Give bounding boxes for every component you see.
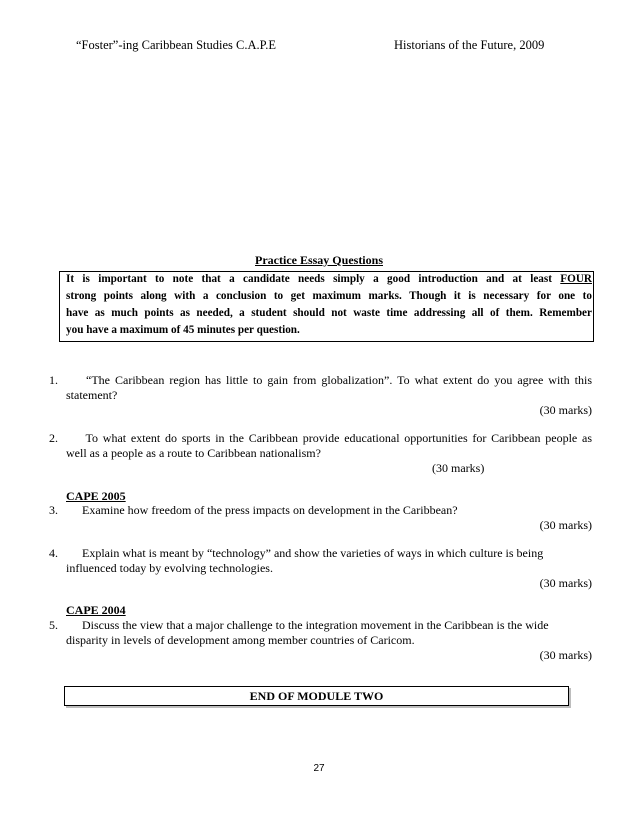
question-3-number: 3. [49,503,58,517]
question-1-line-2: statement? [66,388,118,402]
header-left: “Foster”-ing Caribbean Studies C.A.P.E [76,38,276,52]
question-1-line-1: “The Caribbean region has little to gain from globalization”. To what extent do you agree with this [76,373,592,387]
question-2-line-1: To what extent do sports in the Caribbean provide educational opportunities for Caribbean people as [76,431,592,445]
question-5-heading: CAPE 2004 [66,603,126,617]
question-2-marks: (30 marks) [432,461,485,475]
question-1-number: 1. [49,373,58,387]
question-3-line-1: Examine how freedom of the press impacts on development in the Caribbean? [76,503,458,517]
question-3-heading: CAPE 2005 [66,489,126,503]
question-5-number: 5. [49,618,58,632]
question-3-marks: (30 marks) [539,518,592,532]
question-5-line-2: disparity in levels of development among member countries of Caricom. [66,633,415,647]
question-4-marks: (30 marks) [539,576,592,590]
question-4-number: 4. [49,546,58,560]
note-line-4: you have a maximum of 45 minutes per question. [66,324,300,336]
note-line-2: strong points along with a conclusion to get maximum marks. Though it is necessary for one to [66,290,592,302]
note-line-1: It is important to note that a candidate needs simply a good introduction and at least FOUR [66,273,592,285]
question-5-marks: (30 marks) [539,648,592,662]
page-number: 27 [313,763,325,774]
question-2-line-2: well as a people as a route to Caribbean nationalism? [66,446,321,460]
header-right: Historians of the Future, 2009 [394,38,545,52]
section-title: Practice Essay Questions [255,253,383,267]
note-emphasis-four: FOUR [560,273,592,285]
end-of-module-label: END OF MODULE TWO [249,689,384,703]
question-4-line-1: Explain what is meant by “technology” and show the varieties of ways in which culture is being [76,546,544,560]
question-1-marks: (30 marks) [539,403,592,417]
question-2-number: 2. [49,431,58,445]
question-4-line-2: influenced today by evolving technologies. [66,561,273,575]
note-line-3: have as much points as needed, a student should not waste time addressing all of them. Remember [66,307,592,319]
question-5-line-1: Discuss the view that a major challenge to the integration movement in the Caribbean is the wide [76,618,549,632]
